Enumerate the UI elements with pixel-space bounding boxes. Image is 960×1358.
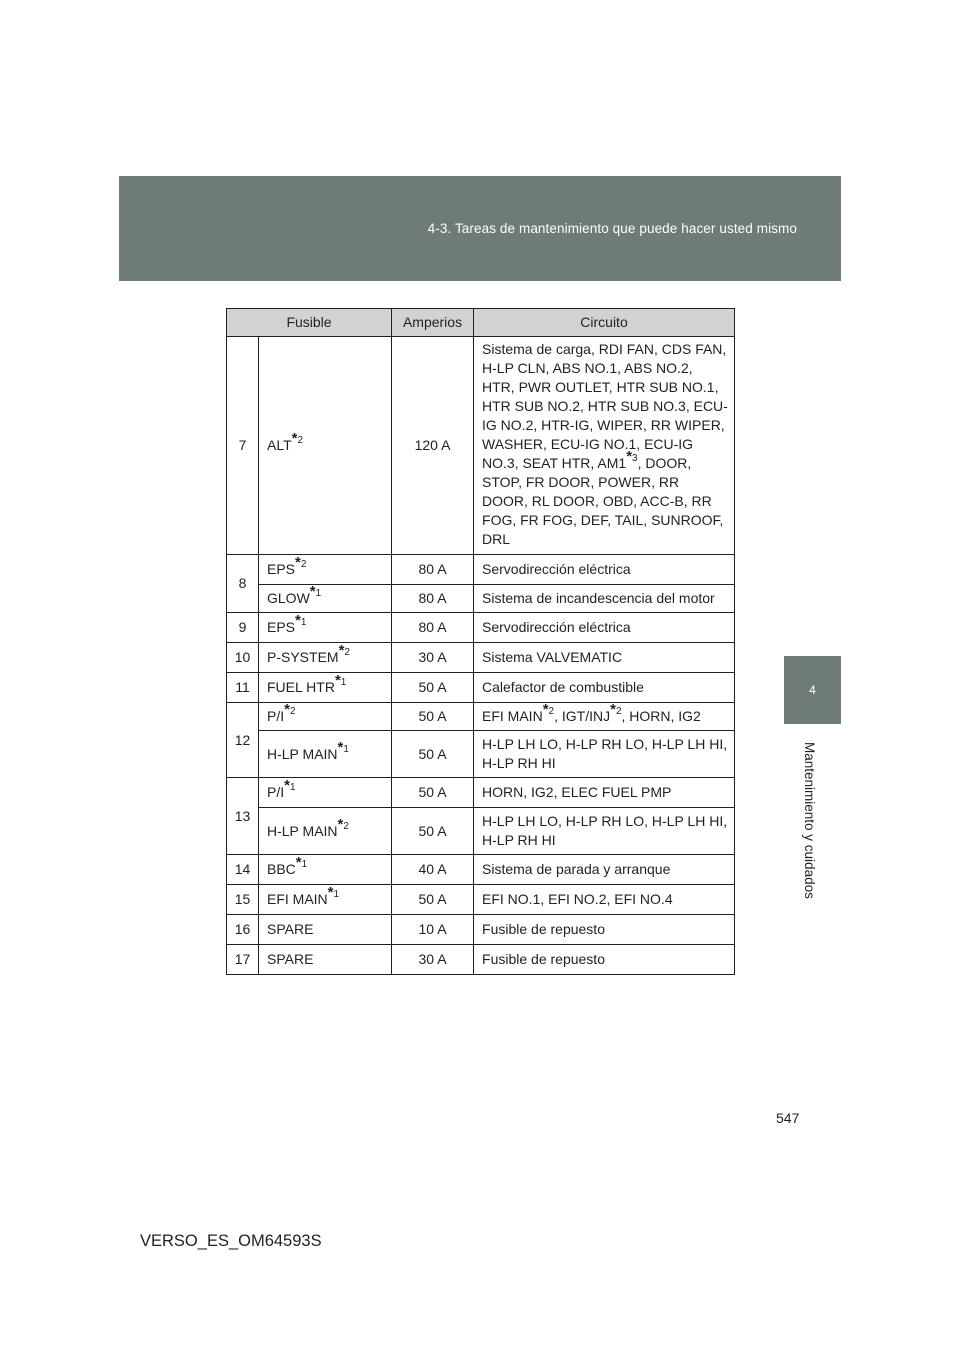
table-row bbox=[227, 885, 735, 915]
table-row bbox=[227, 778, 735, 808]
fuse-circuit: EFI MAIN$^{*2}$, IGT/INJ$^{*2}$, HORN, IG2 bbox=[474, 703, 735, 731]
fuse-circuit: Servodirección eléctrica bbox=[474, 613, 735, 643]
fuse-name: $P/I^{*2}$ bbox=[259, 703, 392, 731]
fuse-circuit: Fusible de repuesto bbox=[474, 915, 735, 945]
fuse-number: 7 bbox=[227, 337, 259, 555]
section-title: 4-3. Tareas de mantenimiento que puede hacer usted mismo bbox=[427, 221, 797, 236]
fuse-name: BBC$^{*1}$ bbox=[259, 855, 392, 885]
fuse-number: 8 bbox=[227, 555, 259, 613]
fuse-number: 15 bbox=[227, 885, 259, 915]
fuse-amps: 50 A bbox=[392, 778, 474, 808]
table-row bbox=[227, 731, 735, 778]
page-number: 547 bbox=[776, 1110, 800, 1126]
fuse-amps: 50 A bbox=[392, 731, 474, 778]
fuse-circuit: Sistema VALVEMATIC bbox=[474, 643, 735, 673]
table-row bbox=[227, 945, 735, 975]
fuse-number: 10 bbox=[227, 643, 259, 673]
fuse-amps: 80 A bbox=[392, 555, 474, 585]
column-header-amps: Amperios bbox=[392, 309, 474, 337]
fuse-number: 11 bbox=[227, 673, 259, 703]
fuse-amps: 50 A bbox=[392, 885, 474, 915]
fuse-amps: 30 A bbox=[392, 643, 474, 673]
table-row bbox=[227, 673, 735, 703]
table-row bbox=[227, 915, 735, 945]
fuse-name: EPS$^{*2}$ bbox=[259, 555, 392, 585]
section-header-bar bbox=[119, 176, 841, 281]
fuse-circuit: Fusible de repuesto bbox=[474, 945, 735, 975]
fuse-name: SPARE bbox=[259, 945, 392, 975]
fuse-name: FUEL HTR$^{*1}$ bbox=[259, 673, 392, 703]
fuse-circuit: H-LP LH LO, H-LP RH LO, H-LP LH HI, H-LP RH HI bbox=[474, 731, 735, 778]
fuse-circuit: Calefactor de combustible bbox=[474, 673, 735, 703]
column-header-circuit: Circuito bbox=[474, 309, 735, 337]
fuse-name: EFI MAIN$^{*1}$ bbox=[259, 885, 392, 915]
table-row bbox=[227, 613, 735, 643]
table-row bbox=[227, 555, 735, 585]
fuse-table bbox=[226, 308, 735, 975]
fuse-amps: 120 A bbox=[392, 337, 474, 555]
fuse-number: 14 bbox=[227, 855, 259, 885]
fuse-circuit: Sistema de parada y arranque bbox=[474, 855, 735, 885]
fuse-number: 16 bbox=[227, 915, 259, 945]
table-header-row bbox=[227, 309, 735, 337]
fuse-circuit: HORN, IG2, ELEC FUEL PMP bbox=[474, 778, 735, 808]
fuse-circuit: Servodirección eléctrica bbox=[474, 555, 735, 585]
fuse-number: 9 bbox=[227, 613, 259, 643]
fuse-circuit: EFI NO.1, EFI NO.2, EFI NO.4 bbox=[474, 885, 735, 915]
table-row bbox=[227, 808, 735, 855]
fuse-name: SPARE bbox=[259, 915, 392, 945]
fuse-amps: 50 A bbox=[392, 808, 474, 855]
fuse-name: EPS$^{*1}$ bbox=[259, 613, 392, 643]
fuse-circuit: Sistema de carga, RDI FAN, CDS FAN, H-LP CLN, ABS NO.1, ABS NO.2, HTR, PWR OUTLET, HTR SUB NO.1, HTR SUB NO.2, HTR SUB NO.3, ECU-IG NO.2, HTR-IG, WIPER, RR WIPER, WASHER, ECU-IG NO.1, ECU-IG NO.3, SEAT HTR, AM1$^{*3}$, DOOR, STOP, FR DOOR, POWER, RR DOOR, RL DOOR, OBD, ACC-B, RR FOG, FR FOG, DEF, TAIL, SUNROOF, DRL bbox=[474, 337, 735, 555]
fuse-name: P-SYSTEM$^{*2}$ bbox=[259, 643, 392, 673]
fuse-amps: 30 A bbox=[392, 945, 474, 975]
fuse-amps: 50 A bbox=[392, 673, 474, 703]
table-row bbox=[227, 855, 735, 885]
chapter-title: Mantenimiento y cuidados bbox=[802, 742, 817, 899]
fuse-name: H-LP MAIN$^{*1}$ bbox=[259, 731, 392, 778]
fuse-name: ALT$^{*2}$ bbox=[259, 337, 392, 555]
table-row bbox=[227, 337, 735, 555]
fuse-amps: 10 A bbox=[392, 915, 474, 945]
fuse-amps: 40 A bbox=[392, 855, 474, 885]
chapter-number: 4 bbox=[809, 683, 816, 697]
fuse-amps: 50 A bbox=[392, 703, 474, 731]
table-row bbox=[227, 703, 735, 731]
fuse-amps: 80 A bbox=[392, 613, 474, 643]
fuse-circuit: Sistema de incandescencia del motor bbox=[474, 585, 735, 613]
fuse-circuit: H-LP LH LO, H-LP RH LO, H-LP LH HI, H-LP RH HI bbox=[474, 808, 735, 855]
table-row bbox=[227, 585, 735, 613]
document-code: VERSO_ES_OM64593S bbox=[140, 1232, 322, 1250]
table-row bbox=[227, 643, 735, 673]
column-header-fuse: Fusible bbox=[227, 309, 392, 337]
fuse-number: 12 bbox=[227, 703, 259, 778]
fuse-name: H-LP MAIN$^{*2}$ bbox=[259, 808, 392, 855]
fuse-amps: 80 A bbox=[392, 585, 474, 613]
fuse-name: GLOW$^{*1}$ bbox=[259, 585, 392, 613]
fuse-name: $P/I^{*1}$ bbox=[259, 778, 392, 808]
fuse-number: 13 bbox=[227, 778, 259, 855]
chapter-tab bbox=[784, 656, 841, 724]
fuse-number: 17 bbox=[227, 945, 259, 975]
